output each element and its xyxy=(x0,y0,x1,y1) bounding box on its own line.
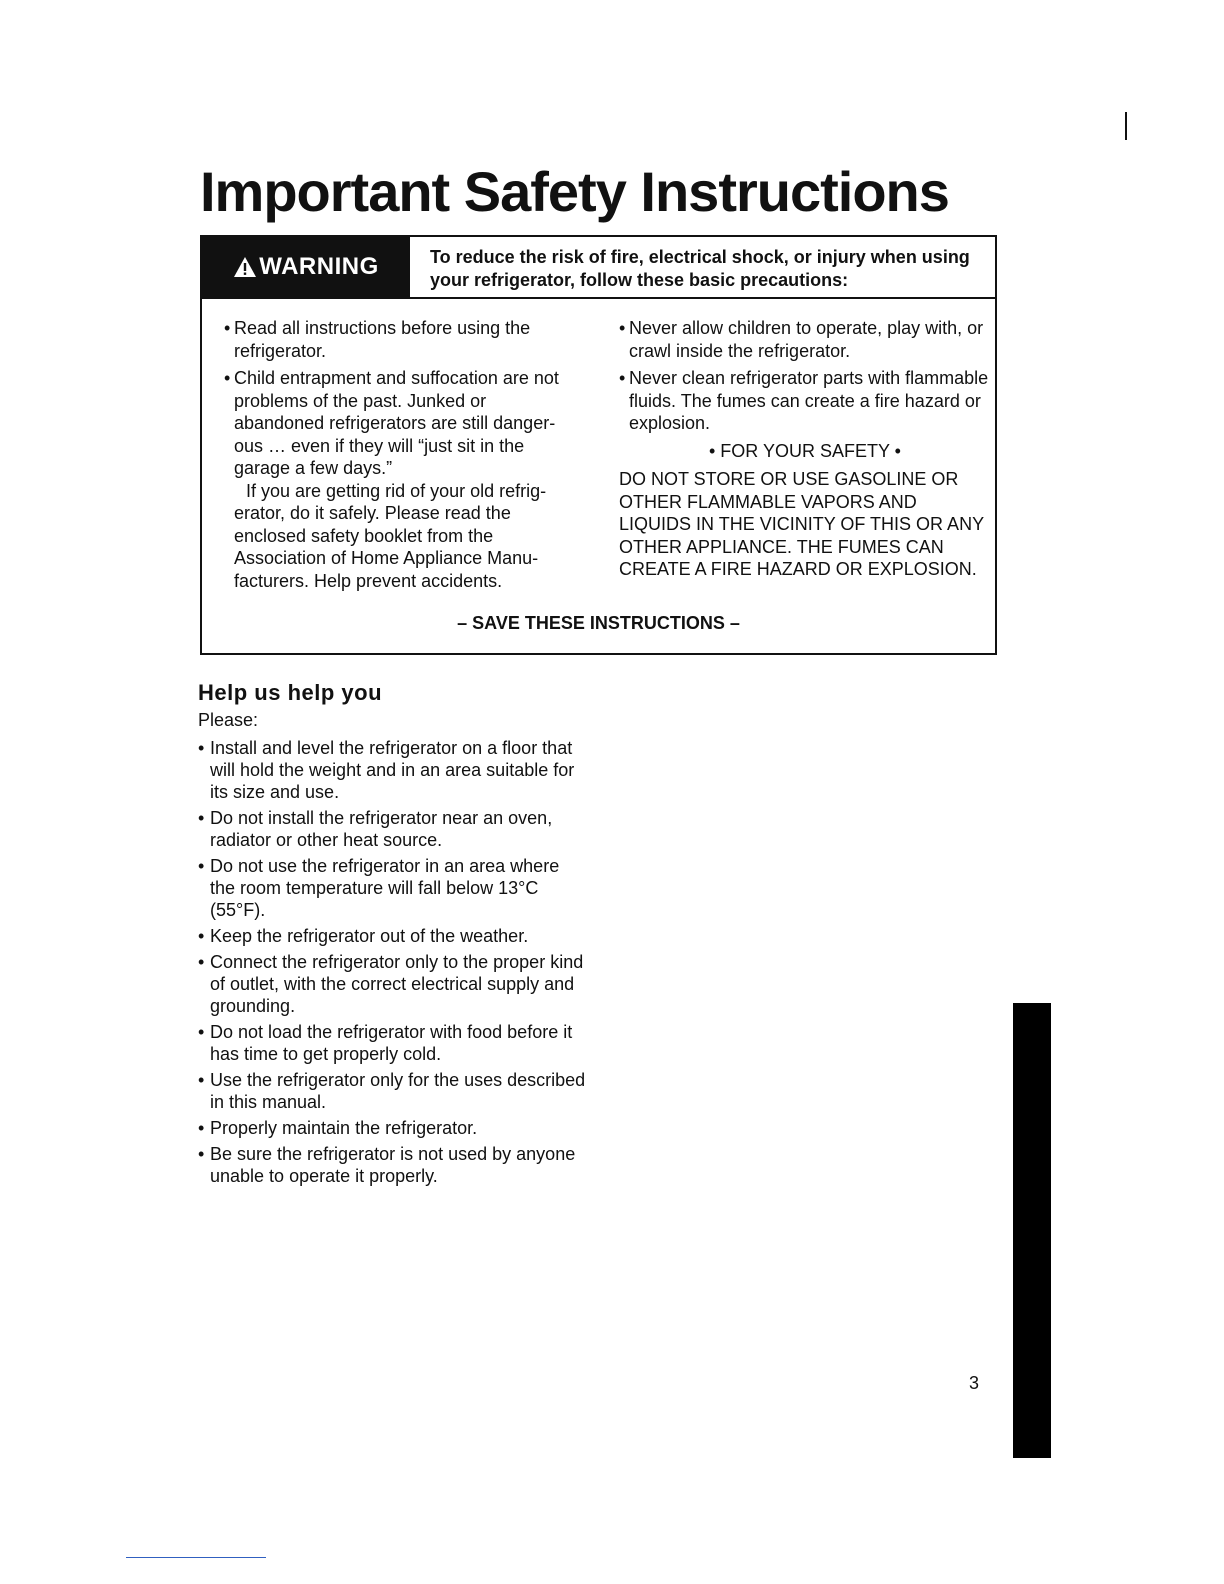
bullet: • xyxy=(198,856,205,876)
list-item: • Keep the refrigerator out of the weather. xyxy=(198,926,529,946)
list-item: • Do not install the refrigerator near an oven, radiator or other heat source. xyxy=(198,808,553,850)
list-item: • Connect the refrigerator only to the proper kind of outlet, with the correct electrical supply and grounding. xyxy=(198,952,584,1016)
help-section-title: Help us help you xyxy=(198,680,383,705)
bullet: • xyxy=(198,1070,205,1090)
page-number: 3 xyxy=(969,1373,980,1393)
bullet: • xyxy=(619,318,626,338)
warning-triangle-icon xyxy=(233,256,257,278)
help-list xyxy=(198,737,588,1191)
footer-line xyxy=(126,1557,266,1558)
bullet: • xyxy=(198,808,205,828)
safety-heading: • FOR YOUR SAFETY • xyxy=(709,440,901,461)
list-item: • Be sure the refrigerator is not used by anyone unable to operate it properly. xyxy=(198,1144,576,1186)
disposal-paragraph: If you are getting rid of your old refrig- erator, do it safely. Please read the enclosed safety booklet from the Association of Home Appliance Manu- facturers. Help prevent accidents. xyxy=(234,480,547,591)
list-item: • Do not use the refrigerator in an area where the room temperature will fall below 13°C (55°F). xyxy=(198,856,560,920)
help-intro: Please: xyxy=(198,710,259,730)
bullet: • xyxy=(224,368,231,388)
save-instructions-text: – SAVE THESE INSTRUCTIONS – xyxy=(457,613,740,633)
warning-left-column xyxy=(224,317,569,592)
list-item: • Do not load the refrigerator with food before it has time to get properly cold. xyxy=(198,1022,573,1064)
bullet: • xyxy=(198,1118,205,1138)
list-item: • Never clean refrigerator parts with flammable fluids. The fumes can create a fire hazard or explosion. xyxy=(619,368,989,433)
bullet: • xyxy=(198,1144,205,1164)
warning-header xyxy=(202,237,995,299)
warning-label-text: WARNING xyxy=(259,253,379,280)
list-item: • Read all instructions before using the refrigerator. xyxy=(224,318,531,361)
list-item: • Never allow children to operate, play with, or crawl inside the refrigerator. xyxy=(619,318,984,361)
warning-box xyxy=(200,235,997,655)
bullet: • xyxy=(198,952,205,972)
bullet: • xyxy=(198,738,205,758)
list-item: • Use the refrigerator only for the uses described in this manual. xyxy=(198,1070,586,1112)
list-item: • Child entrapment and suffocation are not problems of the past. Junked or abandoned refrigerators are still danger- ous … even if they will “just sit in the garage a few days.” xyxy=(224,368,559,478)
bullet: • xyxy=(198,926,205,946)
page-edge-mark xyxy=(1125,112,1127,140)
warning-right-column xyxy=(619,317,991,581)
bullet: • xyxy=(198,1022,205,1042)
bullet: • xyxy=(224,318,231,338)
list-item: • Install and level the refrigerator on a floor that will hold the weight and in an area suitable for its size and use. xyxy=(198,738,575,802)
list-item: • Properly maintain the refrigerator. xyxy=(198,1118,478,1138)
section-thumb-tab xyxy=(1013,1003,1051,1458)
bullet: • xyxy=(619,368,626,388)
page-title: Important Safety Instructions xyxy=(200,160,949,223)
warning-label xyxy=(202,237,410,297)
safety-caps-text: DO NOT STORE OR USE GASOLINE OR OTHER FLAMMABLE VAPORS AND LIQUIDS IN THE VICINITY OF THIS OR ANY OTHER APPLIANCE. THE FUMES CAN CREATE A FIRE HAZARD OR EXPLOSION. xyxy=(619,469,984,579)
warning-lead-text: To reduce the risk of fire, electrical shock, or injury when using your refrigerator, follow these basic precautions: xyxy=(430,247,970,290)
